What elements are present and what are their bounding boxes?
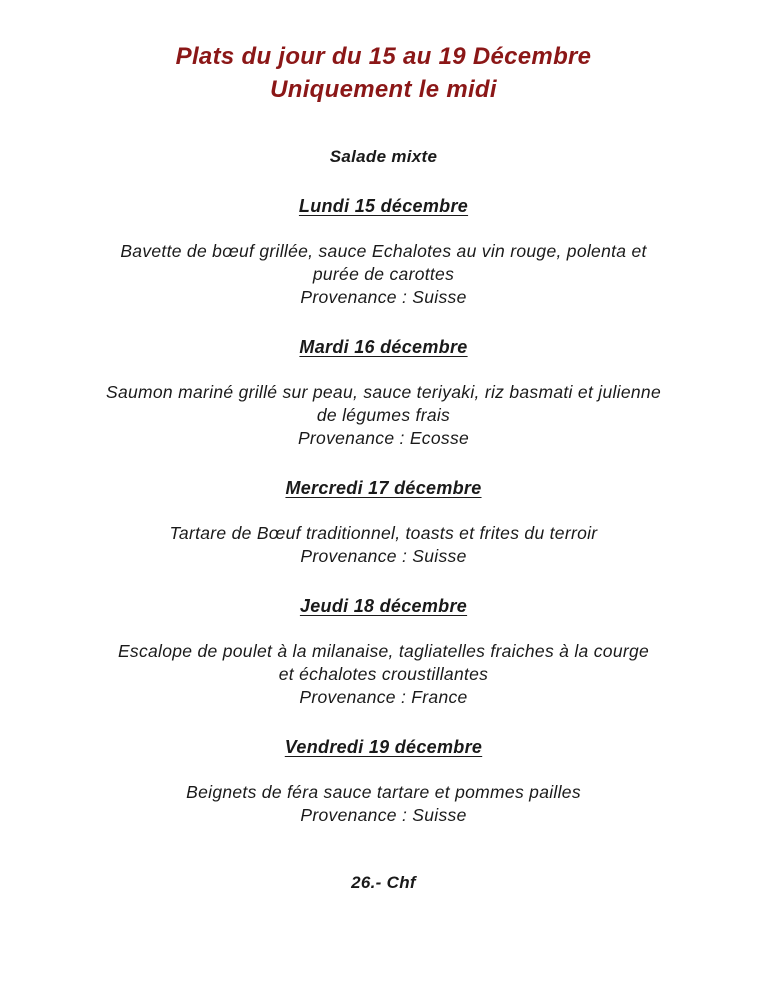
dish-lines: Saumon mariné grillé sur peau, sauce teriyaki, riz basmati et julienne de légumes frais [105,382,661,425]
dish-lines: Bavette de bœuf grillée, sauce Echalotes au vin rouge, polenta et purée de carottes [120,241,647,284]
day-heading: Mardi 16 décembre [299,337,468,357]
dish-lines: Beignets de féra sauce tartare et pommes pailles [186,782,581,802]
dish-description [0,781,767,827]
day-section-mardi [0,335,767,450]
day-heading: Mercredi 17 décembre [285,478,482,498]
provenance-line: Provenance : Ecosse [297,428,470,448]
day-section-vendredi [0,735,767,827]
document-title [0,40,767,106]
document-title-line2: Uniquement le midi [270,76,497,103]
day-section-mercredi [0,476,767,568]
day-section-jeudi [0,594,767,709]
dish-lines: Escalope de poulet à la milanaise, tagliatelles fraiches à la courge et échalotes croustillantes [117,641,650,684]
provenance-line: Provenance : France [299,687,468,707]
dish-description [0,240,767,309]
document-title-line1: Plats du jour du 15 au 19 Décembre [175,43,592,70]
day-heading: Jeudi 18 décembre [299,596,468,616]
starter-item: Salade mixte [329,147,438,166]
day-section-lundi [0,194,767,309]
provenance-line: Provenance : Suisse [300,287,467,307]
provenance-line: Provenance : Suisse [300,546,467,566]
dish-description [0,522,767,568]
dish-lines: Tartare de Bœuf traditionnel, toasts et frites du terroir [169,523,598,543]
day-heading: Vendredi 19 décembre [284,737,483,757]
day-heading: Lundi 15 décembre [298,196,469,216]
price-label: 26.- Chf [351,873,416,892]
dish-description [0,640,767,709]
dish-description [0,381,767,450]
provenance-line: Provenance : Suisse [300,805,467,825]
